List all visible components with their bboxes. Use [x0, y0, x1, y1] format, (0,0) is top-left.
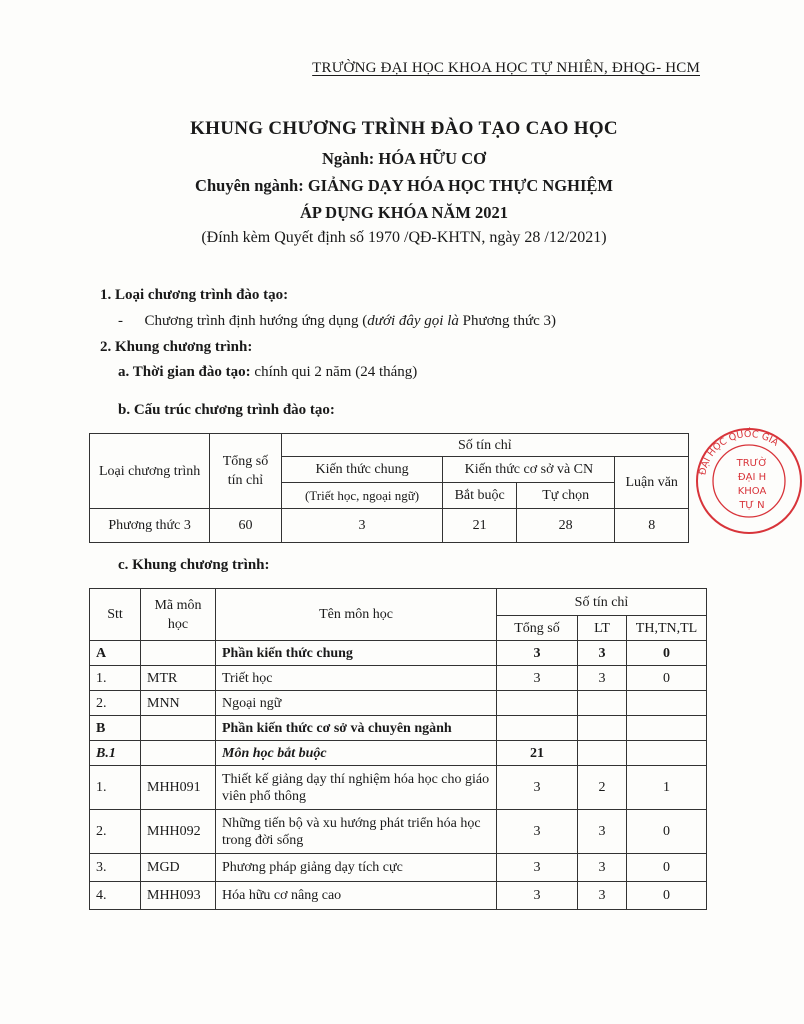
cell-th: 1: [627, 766, 707, 810]
svg-text:ĐẠI H: ĐẠI H: [737, 472, 767, 483]
table-row: [90, 741, 707, 766]
cell-stt: 3.: [90, 854, 141, 882]
cell-th: 0: [627, 666, 707, 691]
cell-name: Phần kiến thức chung: [216, 641, 497, 666]
duration-label: a. Thời gian đào tạo:: [118, 364, 251, 380]
col-credits-header: Số tín chỉ: [281, 434, 688, 457]
section-1-item: [118, 313, 556, 330]
cell-code: MTR: [141, 666, 216, 691]
table-row: [90, 854, 707, 882]
cell-code: MHH093: [141, 882, 216, 910]
col-thesis-header: Luận văn: [615, 457, 689, 509]
item-text-a: Chương trình định hướng ứng dụng (: [144, 313, 368, 329]
cell-th: 0: [627, 810, 707, 854]
cell-code: [141, 741, 216, 766]
official-stamp: [694, 426, 804, 536]
col-th-header: TH,TN,TL: [627, 616, 707, 641]
cell-name: Môn học bắt buộc: [216, 741, 497, 766]
cell-lt: 3: [578, 641, 627, 666]
cell-code: [141, 716, 216, 741]
cell-total: 3: [497, 641, 578, 666]
cell-stt: 1.: [90, 666, 141, 691]
cell-name: Thiết kế giảng dạy thí nghiệm hóa học cho giáo viên phổ thông: [216, 766, 497, 810]
table-row: [90, 882, 707, 910]
table-row: [90, 509, 689, 543]
col-general-sub: (Triết học, ngoại ngữ): [281, 483, 443, 509]
specialization-line: Chuyên ngành: GIẢNG DẠY HÓA HỌC THỰC NGHIỆM: [195, 176, 613, 195]
cell-stt: B.1: [90, 741, 141, 766]
table-row: [90, 666, 707, 691]
major-line: Ngành: HÓA HỮU CƠ: [322, 149, 486, 168]
cell-total: 3: [497, 854, 578, 882]
cell-general: 3: [281, 509, 443, 543]
cell-stt: 2.: [90, 691, 141, 716]
cell-stt: 4.: [90, 882, 141, 910]
cell-total: 3: [497, 882, 578, 910]
col-required-header: Bắt buộc: [443, 483, 517, 509]
cell-code: MGD: [141, 854, 216, 882]
cell-th: [627, 741, 707, 766]
structure-table: [89, 433, 689, 543]
framework-heading: c. Khung chương trình:: [118, 557, 270, 573]
cell-code: MHH091: [141, 766, 216, 810]
cell-stt: A: [90, 641, 141, 666]
decision-line: (Đính kèm Quyết định số 1970 /QĐ-KHTN, ngày 28 /12/2021): [201, 229, 607, 246]
col-elective-header: Tự chọn: [516, 483, 614, 509]
cell-stt: B: [90, 716, 141, 741]
duration-value: chính qui 2 năm (24 tháng): [250, 364, 418, 380]
school-name: TRƯỜNG ĐẠI HỌC KHOA HỌC TỰ NHIÊN, ĐHQG- HCM: [312, 60, 700, 76]
cell-name: Ngoại ngữ: [216, 691, 497, 716]
course-table: [89, 588, 707, 910]
col-general-header: Kiến thức chung: [281, 457, 443, 483]
cell-lt: 3: [578, 810, 627, 854]
cell-lt: [578, 741, 627, 766]
cell-lt: 3: [578, 854, 627, 882]
col-type-header: Loại chương trình: [90, 434, 210, 509]
cell-elective: 28: [516, 509, 614, 543]
cell-stt: 2.: [90, 810, 141, 854]
table-row: [90, 810, 707, 854]
cell-name: Hóa hữu cơ nâng cao: [216, 882, 497, 910]
cell-lt: 3: [578, 882, 627, 910]
cell-name: Triết học: [216, 666, 497, 691]
structure-heading: b. Cấu trúc chương trình đào tạo:: [118, 402, 335, 418]
col-total-header: Tổng số: [497, 616, 578, 641]
cell-th: 0: [627, 854, 707, 882]
col-credits-header: Số tín chỉ: [497, 589, 707, 616]
cell-name: Những tiến bộ và xu hướng phát triển hóa học trong đời sống: [216, 810, 497, 854]
document-title: KHUNG CHƯƠNG TRÌNH ĐÀO TẠO CAO HỌC: [190, 118, 618, 139]
cell-lt: 2: [578, 766, 627, 810]
cell-th: 0: [627, 882, 707, 910]
item-text-b: Phương thức 3): [458, 313, 556, 329]
cell-total: 3: [497, 810, 578, 854]
col-lt-header: LT: [578, 616, 627, 641]
cell-type: Phương thức 3: [90, 509, 210, 543]
duration-line: [118, 364, 417, 381]
col-name-header: Tên môn học: [216, 589, 497, 641]
svg-text:ĐẠI HỌC QUỐC GIA: ĐẠI HỌC QUỐC GIA: [697, 428, 781, 477]
cell-th: [627, 716, 707, 741]
section-2-heading: 2. Khung chương trình:: [100, 339, 253, 355]
col-total-header: Tổng số tín chỉ: [210, 434, 282, 509]
table-row: [90, 691, 707, 716]
section-1-heading: 1. Loại chương trình đào tạo:: [100, 287, 289, 303]
cell-th: 0: [627, 641, 707, 666]
cell-total: 21: [497, 741, 578, 766]
cell-total: 60: [210, 509, 282, 543]
table-row: [90, 641, 707, 666]
cell-total: 3: [497, 766, 578, 810]
col-stt-header: Stt: [90, 589, 141, 641]
cell-total: 3: [497, 666, 578, 691]
item-dash: -: [118, 313, 123, 329]
cell-name: Phương pháp giảng dạy tích cực: [216, 854, 497, 882]
cell-code: [141, 641, 216, 666]
cell-total: [497, 691, 578, 716]
svg-text:TỰ N: TỰ N: [739, 500, 765, 511]
item-text-italic: dưới đây gọi là: [367, 313, 459, 329]
col-code-header: Mã môn học: [141, 589, 216, 641]
cell-code: MHH092: [141, 810, 216, 854]
cell-lt: 3: [578, 666, 627, 691]
cell-name: Phần kiến thức cơ sở và chuyên ngành: [216, 716, 497, 741]
cell-total: [497, 716, 578, 741]
cell-lt: [578, 716, 627, 741]
svg-text:KHOA: KHOA: [737, 486, 767, 497]
col-core-header: Kiến thức cơ sở và CN: [443, 457, 615, 483]
cell-required: 21: [443, 509, 517, 543]
table-row: [90, 766, 707, 810]
cell-code: MNN: [141, 691, 216, 716]
cell-thesis: 8: [615, 509, 689, 543]
table-row: [90, 716, 707, 741]
cell-stt: 1.: [90, 766, 141, 810]
cell-th: [627, 691, 707, 716]
svg-text:TRƯỜ: TRƯỜ: [736, 458, 768, 469]
cell-lt: [578, 691, 627, 716]
cohort-line: ÁP DỤNG KHÓA NĂM 2021: [299, 203, 509, 222]
